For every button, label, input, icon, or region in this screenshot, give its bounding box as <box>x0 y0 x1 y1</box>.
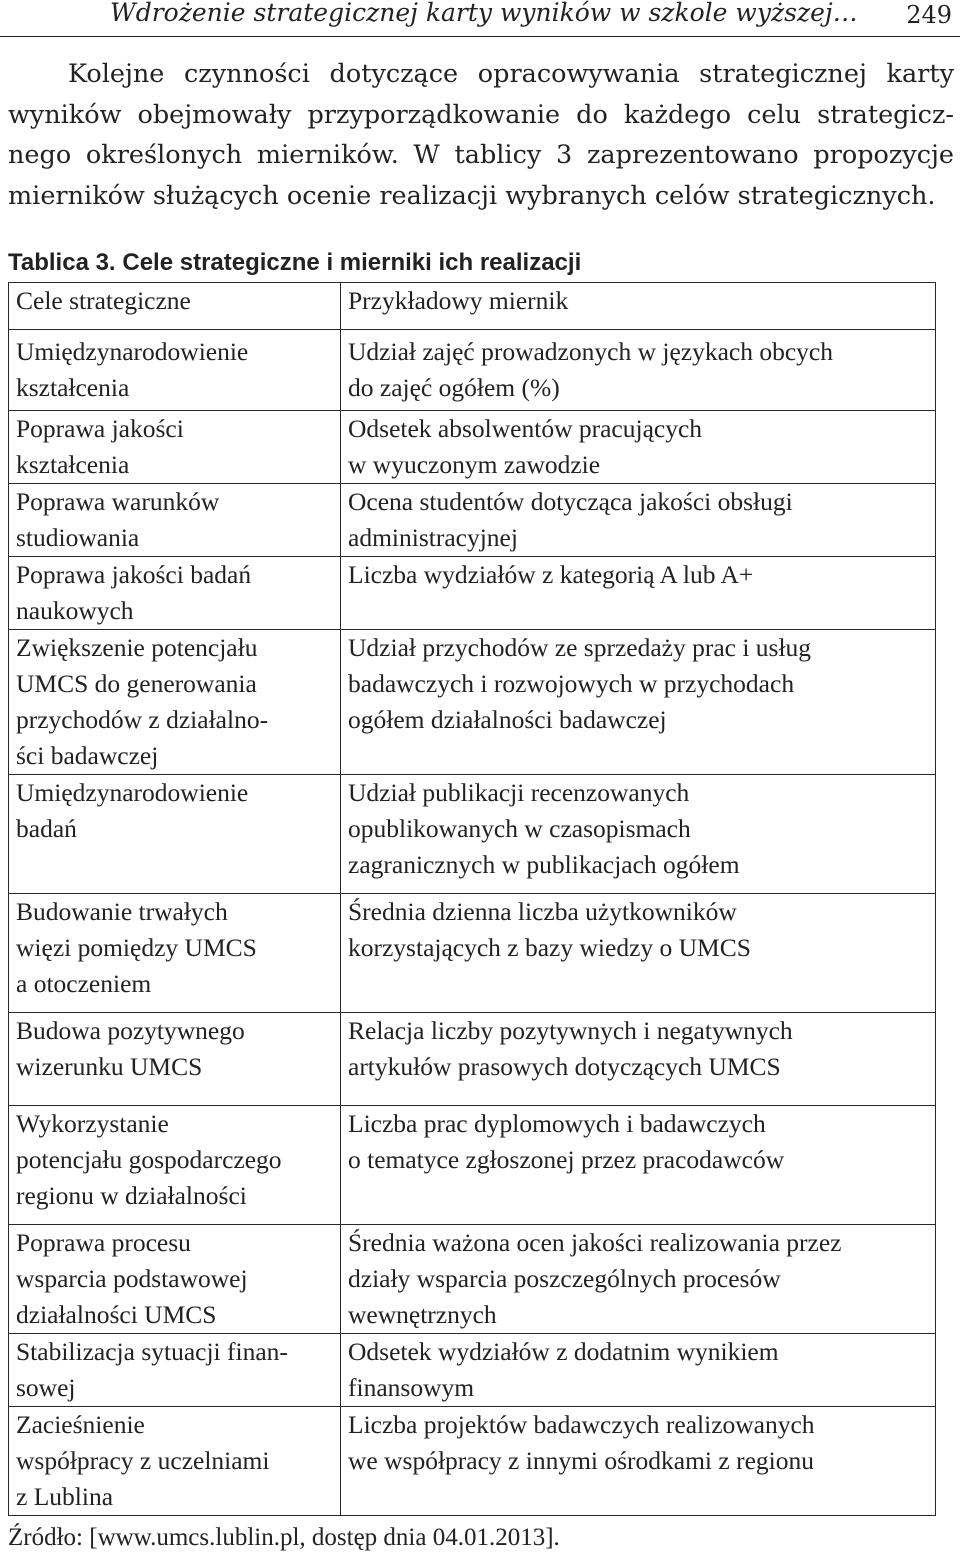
measure-text: Relacja liczby pozytywnych i negatywnych <box>348 1016 793 1045</box>
goal-cell <box>9 894 341 1013</box>
measure-text: finansowym <box>348 1373 475 1402</box>
running-title: Wdrożenie strategicznej karty wyników w szkole wyższej… <box>110 0 858 27</box>
table-row <box>9 894 936 1013</box>
goal-cell <box>9 330 341 411</box>
measure-cell <box>341 1225 936 1334</box>
table-row <box>9 1334 936 1407</box>
measure-cell <box>341 484 936 557</box>
measure-text: zagranicznych w publikacjach ogółem <box>348 850 740 879</box>
measure-text: Odsetek absolwentów pracujących <box>348 414 703 443</box>
column-header-measure: Przykładowy miernik <box>341 283 936 330</box>
goal-text: współpracy z uczelniami <box>16 1446 270 1475</box>
measure-text: Średnia ważona ocen jakości realizowania przez <box>348 1228 842 1257</box>
goal-cell <box>9 775 341 894</box>
goal-text: Poprawa jakości badań <box>16 560 252 589</box>
goal-text: UMCS do generowania <box>16 669 257 698</box>
goal-text: Wykorzystanie <box>16 1109 169 1138</box>
goal-text: regionu w działalności <box>16 1181 247 1210</box>
measure-text: Udział zajęć prowadzonych w językach obcych <box>348 337 833 366</box>
measure-text: ogółem działalności badawczej <box>348 705 667 734</box>
table-row <box>9 1013 936 1106</box>
table-caption <box>8 246 581 277</box>
goal-text: wsparcia podstawowej <box>16 1264 248 1293</box>
goal-text: kształcenia <box>16 450 130 479</box>
measure-cell <box>341 330 936 411</box>
goal-text: Budowa pozytywnego <box>16 1016 245 1045</box>
measure-cell <box>341 411 936 484</box>
measure-text: działy wsparcia poszczególnych procesów <box>348 1264 781 1293</box>
goal-text: Poprawa warunków <box>16 487 220 516</box>
source-note: Źródło: [www.umcs.lublin.pl, dostęp dnia 04.01.2013]. <box>8 1524 560 1551</box>
goal-cell <box>9 484 341 557</box>
goal-cell <box>9 411 341 484</box>
measure-text: Liczba wydziałów z kategorią A lub A+ <box>348 560 754 589</box>
column-header-goals: Cele strategiczne <box>9 283 341 330</box>
measure-cell <box>341 1407 936 1516</box>
goal-text: Poprawa procesu <box>16 1228 191 1257</box>
measure-text: Udział przychodów ze sprzedaży prac i usług <box>348 633 812 662</box>
goal-cell <box>9 1334 341 1407</box>
measure-text: Liczba prac dyplomowych i badawczych <box>348 1109 766 1138</box>
goal-text: ści badawczej <box>16 741 159 770</box>
measure-cell <box>341 557 936 630</box>
goal-cell <box>9 557 341 630</box>
goal-cell <box>9 1407 341 1516</box>
paragraph-line: Kolejne czynności dotyczące opracowywania strategicznej karty <box>68 59 954 89</box>
measure-text: wewnętrznych <box>348 1300 497 1329</box>
measure-text: artykułów prasowych dotyczących UMCS <box>348 1052 781 1081</box>
goal-cell <box>9 1013 341 1106</box>
table-row <box>9 330 936 411</box>
measure-text: we współpracy z innymi ośrodkami z regionu <box>348 1446 814 1475</box>
measure-cell <box>341 1334 936 1407</box>
table-row <box>9 1407 936 1516</box>
goal-cell <box>9 1106 341 1225</box>
goal-text: Budowanie trwałych <box>16 897 228 926</box>
goal-text: działalności UMCS <box>16 1300 217 1329</box>
goal-text: więzi pomiędzy UMCS <box>16 933 257 962</box>
measure-cell <box>341 775 936 894</box>
goal-text: Zwiększenie potencjału <box>16 633 258 662</box>
goal-text: Stabilizacja sytuacji finan- <box>16 1337 288 1366</box>
measure-cell <box>341 1013 936 1106</box>
table-row <box>9 411 936 484</box>
goal-text: Zacieśnienie <box>16 1410 145 1439</box>
table-caption-title: Cele strategiczne i mierniki ich realizacji <box>122 249 582 276</box>
running-header <box>0 0 960 37</box>
paragraph-line: wyników obejmowały przyporządkowanie do każdego celu strategicz- <box>8 99 954 130</box>
goal-cell <box>9 1225 341 1334</box>
measure-text: Udział publikacji recenzowanych <box>348 778 690 807</box>
table-row <box>9 1225 936 1334</box>
paragraph-line: mierników służących ocenie realizacji wybranych celów strategicznych. <box>8 180 936 211</box>
goals-measures-table <box>8 282 936 1516</box>
goal-text: przychodów z działalno- <box>16 705 269 734</box>
measure-cell <box>341 1106 936 1225</box>
goal-text: badań <box>16 814 77 843</box>
measure-text: opublikowanych w czasopismach <box>348 814 691 843</box>
measure-cell <box>341 894 936 1013</box>
paragraph-line: nego określonych mierników. W tablicy 3 zaprezentowano propozycje <box>8 140 954 170</box>
goal-text: naukowych <box>16 596 134 625</box>
table-header-row <box>9 283 936 330</box>
measure-text: korzystających z bazy wiedzy o UMCS <box>348 933 751 962</box>
goal-text: potencjału gospodarczego <box>16 1145 282 1174</box>
measure-text: o tematyce zgłoszonej przez pracodawców <box>348 1145 785 1174</box>
measure-text: Średnia dzienna liczba użytkowników <box>348 897 737 926</box>
measure-text: do zajęć ogółem (%) <box>348 373 560 402</box>
goal-text: wizerunku UMCS <box>16 1052 203 1081</box>
table-row <box>9 557 936 630</box>
measure-text: Odsetek wydziałów z dodatnim wynikiem <box>348 1337 779 1366</box>
goal-text: Umiędzynarodowienie <box>16 337 249 366</box>
goal-text: Poprawa jakości <box>16 414 184 443</box>
measure-text: w wyuczonym zawodzie <box>348 450 601 479</box>
body-paragraph <box>8 54 954 216</box>
page-number: 249 <box>906 1 952 29</box>
table-row <box>9 484 936 557</box>
goal-text: sowej <box>16 1373 76 1402</box>
measure-text: badawczych i rozwojowych w przychodach <box>348 669 795 698</box>
table-caption-label: Tablica 3. <box>8 249 116 276</box>
measure-text: Ocena studentów dotycząca jakości obsługi <box>348 487 793 516</box>
table-row <box>9 1106 936 1225</box>
table-row <box>9 775 936 894</box>
goal-text: a otoczeniem <box>16 969 152 998</box>
goal-text: z Lublina <box>16 1482 114 1511</box>
table-body <box>9 330 936 1516</box>
table-row <box>9 630 936 775</box>
measure-text: Liczba projektów badawczych realizowanych <box>348 1410 815 1439</box>
goal-cell <box>9 630 341 775</box>
goal-text: Umiędzynarodowienie <box>16 778 249 807</box>
measure-text: administracyjnej <box>348 523 518 552</box>
goal-text: kształcenia <box>16 373 130 402</box>
goal-text: studiowania <box>16 523 140 552</box>
measure-cell <box>341 630 936 775</box>
